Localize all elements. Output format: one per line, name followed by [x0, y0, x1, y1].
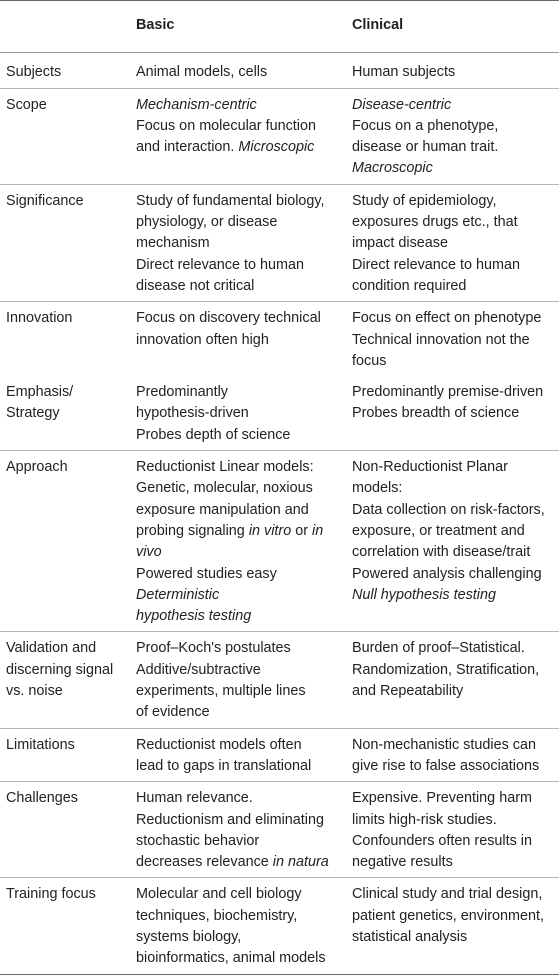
cell-line [136, 137, 340, 158]
row-label-cell [0, 184, 130, 301]
cell-line [136, 233, 340, 254]
cell-text: Additive/subtractive [136, 661, 261, 678]
table-row [0, 728, 559, 782]
cell-line [136, 831, 340, 852]
cell-text: hypothesis-driven [136, 405, 249, 422]
cell-line [352, 382, 553, 403]
cell-line [6, 638, 124, 659]
cell-line [352, 521, 553, 542]
italic-text: Null hypothesis testing [352, 586, 496, 603]
italic-text: Deterministic [136, 586, 220, 603]
cell-text: mechanism [136, 235, 210, 252]
cell-text: Focus on molecular function [136, 117, 316, 134]
cell-text: bioinformatics, animal models [136, 950, 326, 967]
cell-text: Molecular and cell biology [136, 886, 302, 903]
cell-text: Probes depth of science [136, 426, 291, 443]
cell-line [136, 330, 340, 351]
cell-text: Randomization, Stratification, [352, 661, 540, 678]
cell-line [136, 276, 340, 297]
cell-text: focus [352, 352, 387, 369]
cell-line [352, 852, 553, 873]
cell-text: Focus on discovery technical [136, 310, 321, 327]
cell-line [136, 212, 340, 233]
cell-text: Genetic, molecular, noxious [136, 480, 313, 497]
cell-text: Emphasis/ [6, 384, 74, 401]
cell-text: innovation often high [136, 331, 269, 348]
italic-text: hypothesis testing [136, 608, 252, 625]
cell-text: Focus on a phenotype, [352, 117, 499, 134]
basic-cell [130, 878, 346, 974]
cell-line [6, 884, 124, 905]
cell-line [136, 382, 340, 403]
cell-line [136, 756, 340, 777]
cell-text: systems biology, [136, 928, 242, 945]
cell-line [352, 457, 553, 478]
cell-line [352, 660, 553, 681]
row-label-cell [0, 53, 130, 88]
cell-text: condition required [352, 277, 467, 294]
cell-line [6, 735, 124, 756]
row-label-cell [0, 376, 130, 450]
cell-text: Confounders often results in [352, 832, 532, 849]
cell-line [136, 788, 340, 809]
cell-line [352, 233, 553, 254]
cell-text: Direct relevance to human [352, 256, 520, 273]
cell-line [352, 403, 553, 424]
cell-line [136, 478, 340, 499]
table-row [0, 782, 559, 878]
cell-text: Data collection on risk-factors, [352, 501, 545, 518]
cell-line [136, 425, 340, 446]
cell-line [136, 702, 340, 723]
cell-line [136, 564, 340, 585]
cell-text: decreases relevance [136, 854, 273, 871]
clinical-cell [346, 376, 559, 450]
cell-text: Powered studies easy [136, 565, 277, 582]
cell-text: stochastic behavior [136, 832, 260, 849]
cell-text: negative results [352, 854, 453, 871]
clinical-cell [346, 302, 559, 376]
cell-line [6, 191, 124, 212]
cell-line [136, 852, 340, 873]
cell-line [6, 62, 124, 83]
cell-line [136, 457, 340, 478]
cell-line [136, 191, 340, 212]
cell-line [136, 116, 340, 137]
cell-line [352, 884, 553, 905]
row-label-cell [0, 88, 130, 184]
cell-text: vs. noise [6, 683, 63, 700]
cell-line [136, 606, 340, 627]
cell-text: Proof–Koch's postulates [136, 640, 291, 657]
basic-cell [130, 728, 346, 782]
cell-text: Powered analysis challenging [352, 565, 542, 582]
cell-text: disease not critical [136, 277, 255, 294]
cell-line [352, 638, 553, 659]
row-label-cell [0, 728, 130, 782]
cell-text: Training focus [6, 886, 96, 903]
table-row [0, 53, 559, 88]
cell-line [352, 276, 553, 297]
cell-text: Focus on effect on phenotype [352, 310, 542, 327]
cell-text: Burden of proof–Statistical. [352, 640, 525, 657]
basic-cell [130, 376, 346, 450]
cell-text: of evidence [136, 704, 210, 721]
header-basic: Basic [136, 17, 175, 33]
clinical-cell [346, 184, 559, 301]
cell-text: techniques, biochemistry, [136, 907, 298, 924]
cell-line [352, 255, 553, 276]
cell-line [352, 681, 553, 702]
cell-text: Study of epidemiology, [352, 192, 497, 209]
cell-line [6, 382, 124, 403]
basic-cell [130, 88, 346, 184]
cell-text: correlation with disease/trait [352, 544, 531, 561]
cell-text: and interaction. [136, 139, 239, 156]
cell-text: Strategy [6, 405, 60, 422]
basic-cell [130, 632, 346, 728]
italic-text: Microscopic [238, 139, 315, 156]
cell-text: Human subjects [352, 64, 456, 81]
basic-cell [130, 53, 346, 88]
row-label-cell [0, 878, 130, 974]
cell-line [136, 927, 340, 948]
cell-text: or [291, 522, 312, 539]
cell-line [352, 906, 553, 927]
italic-text: Disease-centric [352, 96, 452, 113]
cell-line [352, 810, 553, 831]
cell-text: Limitations [6, 736, 75, 753]
cell-text: Human relevance. [136, 790, 253, 807]
cell-text: Direct relevance to human [136, 256, 304, 273]
cell-line [352, 585, 553, 606]
cell-line [136, 542, 340, 563]
cell-line [6, 681, 124, 702]
cell-line [352, 158, 553, 179]
cell-text: Clinical study and trial design, [352, 886, 543, 903]
clinical-cell [346, 451, 559, 632]
italic-text: Mechanism-centric [136, 96, 257, 113]
cell-text: disease or human trait. [352, 139, 499, 156]
cell-line [352, 191, 553, 212]
cell-line [6, 660, 124, 681]
cell-line [6, 403, 124, 424]
cell-text: Expensive. Preventing harm [352, 790, 532, 807]
cell-text: statistical analysis [352, 928, 468, 945]
cell-text: Study of fundamental biology, [136, 192, 325, 209]
clinical-cell [346, 878, 559, 974]
cell-line [6, 788, 124, 809]
cell-text: and Repeatability [352, 683, 464, 700]
cell-text: Probes breadth of science [352, 405, 520, 422]
cell-text: exposure manipulation and [136, 501, 309, 518]
table-body [0, 53, 559, 974]
cell-line [136, 660, 340, 681]
cell-text: Predominantly [136, 384, 228, 401]
row-label-cell [0, 451, 130, 632]
cell-line [136, 735, 340, 756]
cell-line [136, 585, 340, 606]
cell-text: lead to gaps in translational [136, 757, 312, 774]
cell-text: impact disease [352, 235, 448, 252]
cell-text: Predominantly premise-driven [352, 384, 544, 401]
cell-line [352, 330, 553, 351]
cell-text: Challenges [6, 790, 79, 807]
header-row [0, 1, 559, 53]
cell-line [136, 810, 340, 831]
cell-text: Significance [6, 192, 84, 209]
cell-text: Reductionist models often [136, 736, 302, 753]
table-row [0, 451, 559, 632]
cell-line [352, 735, 553, 756]
row-label-cell [0, 632, 130, 728]
cell-line [136, 500, 340, 521]
table-row [0, 88, 559, 184]
cell-line [352, 788, 553, 809]
cell-line [136, 681, 340, 702]
italic-text: in vitro [248, 522, 292, 539]
cell-line [352, 756, 553, 777]
cell-line [136, 95, 340, 116]
clinical-cell [346, 728, 559, 782]
basic-cell [130, 302, 346, 376]
table-row [0, 184, 559, 301]
cell-line [136, 884, 340, 905]
clinical-cell [346, 88, 559, 184]
cell-line [136, 255, 340, 276]
cell-text: physiology, or disease [136, 214, 278, 231]
italic-text: vivo [136, 544, 162, 561]
table-row [0, 302, 559, 376]
table-row [0, 632, 559, 728]
cell-line [352, 62, 553, 83]
italic-text: in [312, 522, 324, 539]
cell-text: exposures drugs etc., that [352, 214, 518, 231]
cell-line [352, 308, 553, 329]
cell-line [352, 500, 553, 521]
cell-line [136, 403, 340, 424]
table-row [0, 376, 559, 450]
cell-text: Subjects [6, 64, 62, 81]
header-blank [0, 1, 130, 53]
clinical-cell [346, 632, 559, 728]
table-header [0, 1, 559, 53]
cell-text: experiments, multiple lines [136, 683, 306, 700]
cell-line [352, 927, 553, 948]
cell-line [136, 906, 340, 927]
cell-line [352, 212, 553, 233]
cell-line [352, 542, 553, 563]
cell-line [352, 116, 553, 137]
basic-cell [130, 451, 346, 632]
clinical-cell [346, 53, 559, 88]
cell-text: give rise to false associations [352, 757, 540, 774]
italic-text: Macroscopic [352, 160, 433, 177]
cell-line [352, 831, 553, 852]
cell-line [136, 638, 340, 659]
cell-line [136, 521, 340, 542]
cell-text: Non-mechanistic studies can [352, 736, 536, 753]
cell-text: Non-Reductionist Planar [352, 459, 508, 476]
cell-text: models: [352, 480, 403, 497]
cell-text: probing signaling [136, 522, 249, 539]
cell-text: Reductionist Linear models: [136, 459, 314, 476]
cell-line [6, 95, 124, 116]
cell-line [6, 308, 124, 329]
cell-line [136, 62, 340, 83]
cell-text: Validation and [6, 640, 97, 657]
cell-text: limits high-risk studies. [352, 811, 497, 828]
cell-text: discerning signal [6, 661, 114, 678]
cell-text: Innovation [6, 310, 73, 327]
row-label-cell [0, 782, 130, 878]
cell-line [136, 308, 340, 329]
cell-text: Reductionism and eliminating [136, 811, 324, 828]
cell-line [352, 137, 553, 158]
clinical-cell [346, 782, 559, 878]
row-label-cell [0, 302, 130, 376]
cell-text: Technical innovation not the [352, 331, 530, 348]
basic-cell [130, 184, 346, 301]
header-clinical: Clinical [352, 17, 404, 33]
cell-line [6, 457, 124, 478]
italic-text: in natura [272, 854, 329, 871]
cell-text: Approach [6, 459, 68, 476]
cell-line [352, 351, 553, 372]
cell-text: Animal models, cells [136, 64, 268, 81]
cell-line [352, 564, 553, 585]
table-row [0, 878, 559, 974]
cell-line [352, 95, 553, 116]
cell-text: Scope [6, 96, 47, 113]
cell-line [136, 948, 340, 969]
basic-cell [130, 782, 346, 878]
cell-text: patient genetics, environment, [352, 907, 544, 924]
cell-line [352, 478, 553, 499]
cell-text: exposure, or treatment and [352, 522, 525, 539]
